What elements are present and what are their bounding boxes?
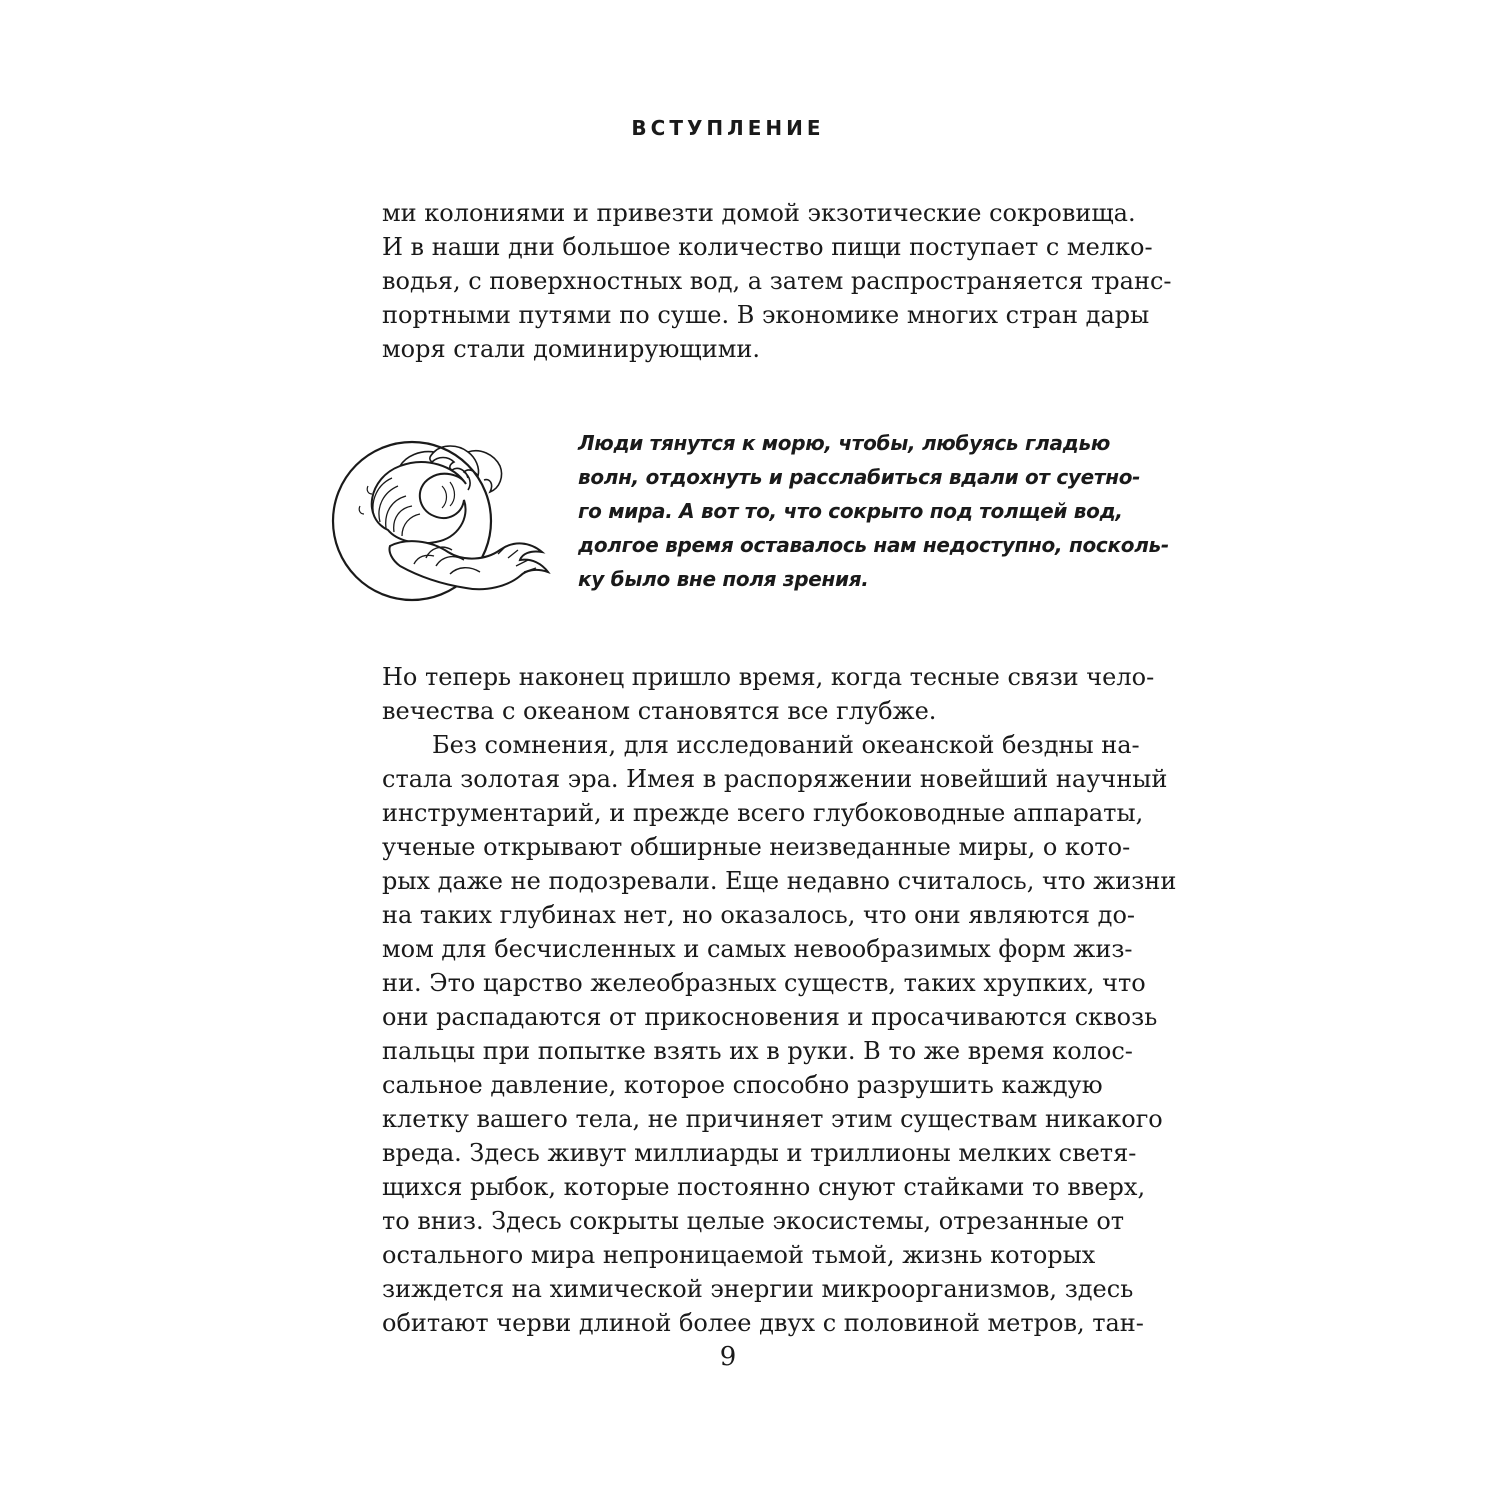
text-line: то вниз. Здесь сокрыты целые экосистемы, отрезанные от xyxy=(382,1207,1125,1235)
text-line: волн, отдохнуть и расслабиться вдали от суетно- xyxy=(578,465,1141,489)
text-line: водья, с поверхностных вод, а затем распространяется транс- xyxy=(382,267,1172,295)
text-line: вреда. Здесь живут миллиарды и триллионы мелких светя- xyxy=(382,1139,1137,1167)
text-line: инструментарий, и прежде всего глубоководные аппараты, xyxy=(382,799,1144,827)
text-line: остального мира непроницаемой тьмой, жизнь которых xyxy=(382,1241,1096,1269)
text-line: сальное давление, которое способно разрушить каждую xyxy=(382,1071,1103,1099)
text-line: ученые открывают обширные неизведанные миры, о кото- xyxy=(382,833,1131,861)
text-line: щихся рыбок, которые постоянно снуют стайками то вверх, xyxy=(382,1173,1146,1201)
text-line: пальцы при попытке взять их в руки. В то же время колос- xyxy=(382,1037,1133,1065)
pull-quote-text xyxy=(578,426,1169,596)
text-line: стала золотая эра. Имея в распоряжении новейший научный xyxy=(382,765,1168,793)
text-line: го мира. А вот то, что сокрыто под толщей вод, xyxy=(578,499,1123,523)
text-line: долгое время оставалось нам недоступно, посколь- xyxy=(578,533,1169,557)
text-line: ми колониями и привезти домой экзотические сокровища. xyxy=(382,199,1136,227)
text-line: моря стали доминирующими. xyxy=(382,335,761,363)
text-line: на таких глубинах нет, но оказалось, что они являются до- xyxy=(382,901,1136,929)
text-line: рых даже не подозревали. Еще недавно считалось, что жизни xyxy=(382,867,1177,895)
text-line: вечества с океаном становятся все глубже. xyxy=(382,697,937,725)
text-line: Но теперь наконец пришло время, когда тесные связи чело- xyxy=(382,663,1155,691)
text-line: ку было вне поля зрения. xyxy=(578,567,869,591)
text-line: Люди тянутся к морю, чтобы, любуясь гладью xyxy=(578,431,1110,455)
page-number: 9 xyxy=(719,1342,737,1372)
body-text xyxy=(382,660,1177,1340)
text-line: они распадаются от прикосновения и просачиваются сквозь xyxy=(382,1003,1158,1031)
text-line: обитают черви длиной более двух с половиной метров, тан- xyxy=(382,1309,1144,1337)
running-head: ВСТУПЛЕНИЕ xyxy=(631,116,825,140)
text-line: ни. Это царство желеобразных существ, таких хрупких, что xyxy=(382,969,1146,997)
intro-paragraph xyxy=(382,196,1172,366)
text-line: портными путями по суше. В экономике многих стран дары xyxy=(382,301,1150,329)
wave-icon xyxy=(330,426,560,616)
text-line: И в наши дни большое количество пищи поступает с мелко- xyxy=(382,233,1153,261)
text-line: клетку вашего тела, не причиняет этим существам никакого xyxy=(382,1105,1163,1133)
text-line: зиждется на химической энергии микроорганизмов, здесь xyxy=(382,1275,1134,1303)
text-line: мом для бесчисленных и самых невообразимых форм жиз- xyxy=(382,935,1133,963)
text-line: Без сомнения, для исследований океанской бездны на- xyxy=(432,731,1140,759)
pull-quote xyxy=(330,426,1169,626)
